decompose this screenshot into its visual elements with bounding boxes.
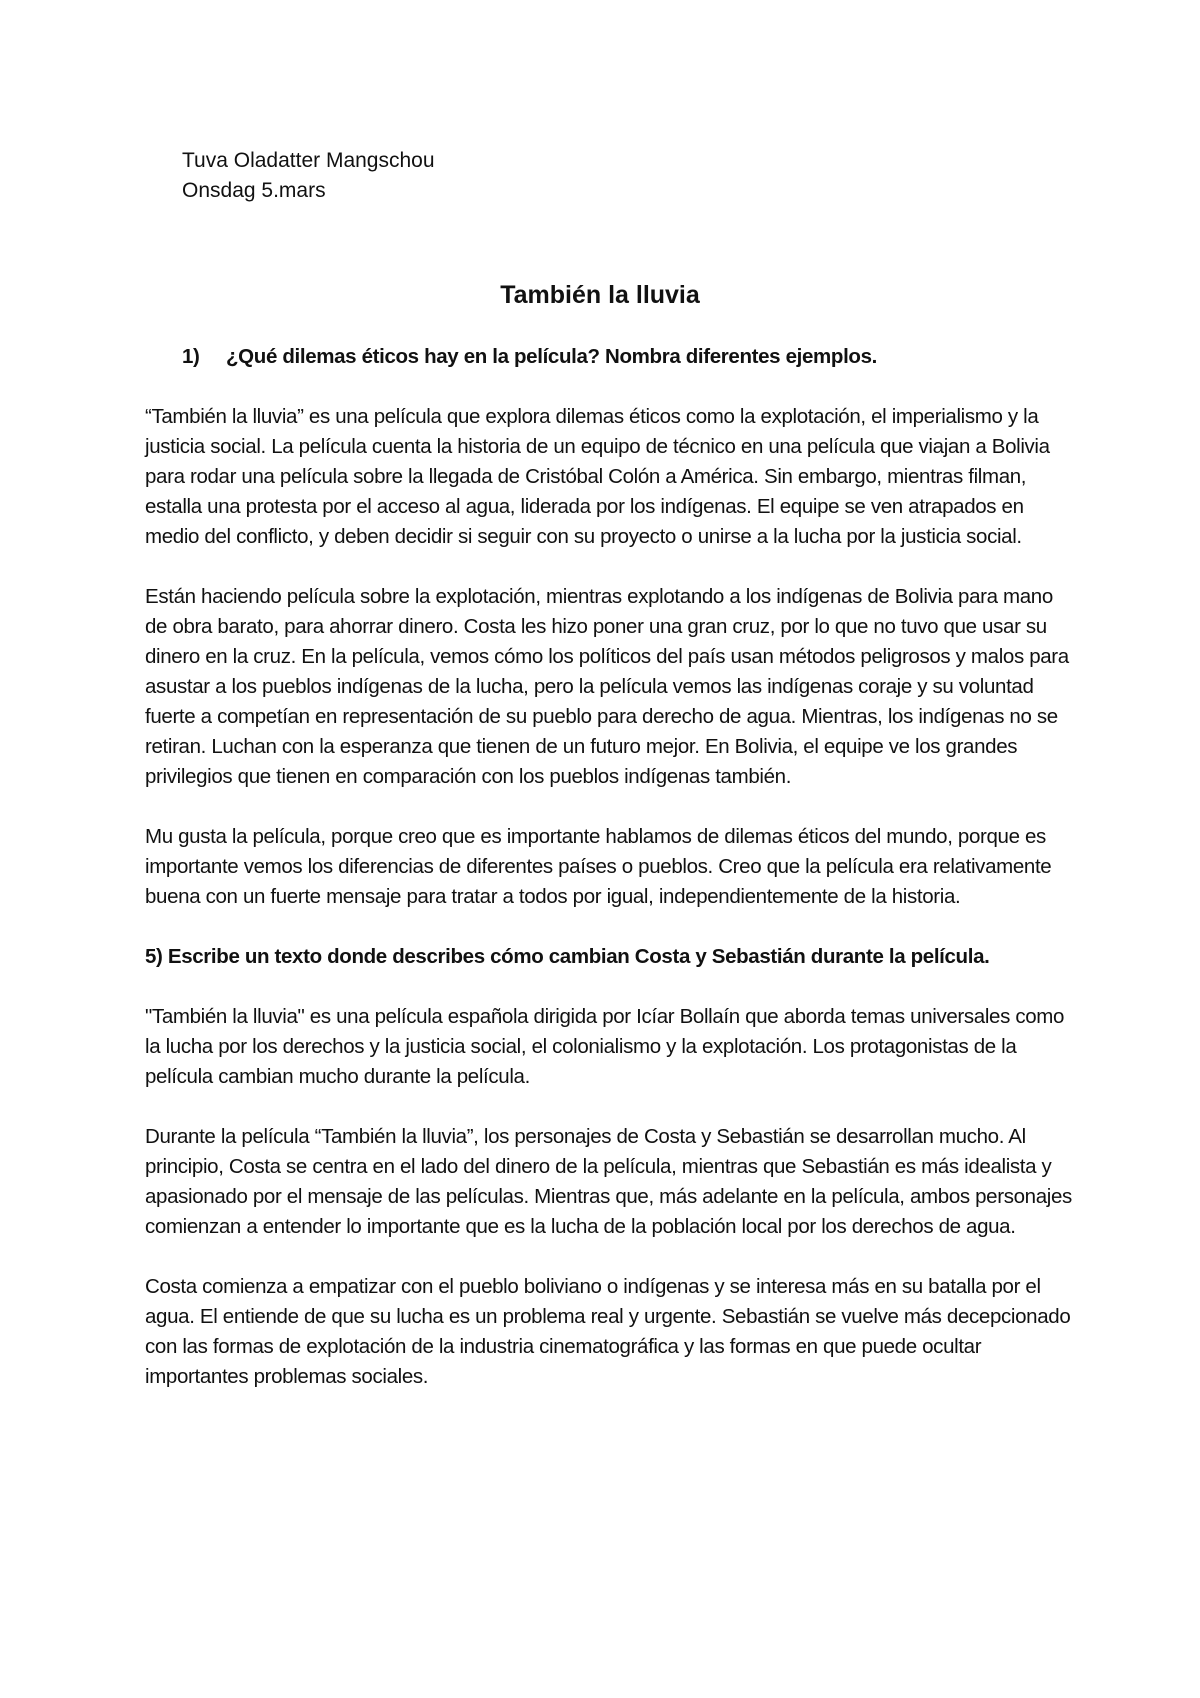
document-date: Onsdag 5.mars [182, 179, 326, 202]
question-5: 5) Escribe un texto donde describes cómo cambian Costa y Sebastián durante la película. [145, 945, 990, 968]
question-1-number: 1) [182, 345, 200, 368]
answer-5-paragraph-3: Costa comienza a empatizar con el pueblo boliviano o indígenas y se interesa más en su batalla por el agua. El entiende de que su lucha es un problema real y urgente. Sebastián se vuelve más decepcionado con las formas de explotación de la industria cinematográfica y las formas en que puede ocultar importantes problemas sociales. [145, 1275, 1071, 1388]
document-title: También la lluvia [500, 281, 700, 309]
answer-1-paragraph-1: “También la lluvia” es una película que explora dilemas éticos como la explotación, el imperialismo y la justicia social. La película cuenta la historia de un equipo de técnico en una película que viajan a Bolivia para rodar una película sobre la llegada de Cristóbal Colón a América. Sin embargo, mientras filman, estalla una protesta por el acceso al agua, liderada por los indígenas. El equipe se ven atrapados en medio del conflicto, y deben decidir si seguir con su proyecto o unirse a la lucha por la justicia social. [145, 405, 1050, 548]
author-name: Tuva Oladatter Mangschou [182, 149, 435, 172]
author-block [182, 146, 435, 206]
answer-5-paragraph-1: "También la lluvia" es una película española dirigida por Icíar Bollaín que aborda temas universales como la lucha por los derechos y la justicia social, el colonialismo y la explotación. Los protagonistas de la película cambian mucho durante la película. [145, 1005, 1065, 1088]
document-body [145, 342, 1080, 1392]
answer-5-paragraph-2: Durante la película “También la lluvia”, los personajes de Costa y Sebastián se desarrollan mucho. Al principio, Costa se centra en el lado del dinero de la película, mientras que Sebastián es más idealista y apasionado por el mensaje de las películas. Mientras que, más adelante en la película, ambos personajes comienzan a entender lo importante que es la lucha de la población local por los derechos de agua. [145, 1125, 1072, 1238]
answer-1-paragraph-2: Están haciendo película sobre la explotación, mientras explotando a los indígenas de Bolivia para mano de obra barato, para ahorrar dinero. Costa les hizo poner una gran cruz, por lo que no tuvo que usar su dinero en la cruz. En la película, vemos cómo los políticos del país usan métodos peligrosos y malos para asustar a los pueblos indígenas de la lucha, pero la película vemos las indígenas coraje y su voluntad fuerte a competían en representación de su pueblo para derecho de agua. Mientras, los indígenas no se retiran. Luchan con la esperanza que tienen de un futuro mejor. En Bolivia, el equipe ve los grandes privilegios que tienen en comparación con los pueblos indígenas también. [145, 585, 1069, 788]
answer-1-paragraph-3: Mu gusta la película, porque creo que es importante hablamos de dilemas éticos del mundo, porque es importante vemos los diferencias de diferentes países o pueblos. Creo que la película era relativamente buena con un fuerte mensaje para tratar a todos por igual, independientemente de la historia. [145, 825, 1052, 908]
question-1-text: ¿Qué dilemas éticos hay en la película? Nombra diferentes ejemplos. [226, 345, 877, 368]
question-1 [145, 342, 1080, 372]
